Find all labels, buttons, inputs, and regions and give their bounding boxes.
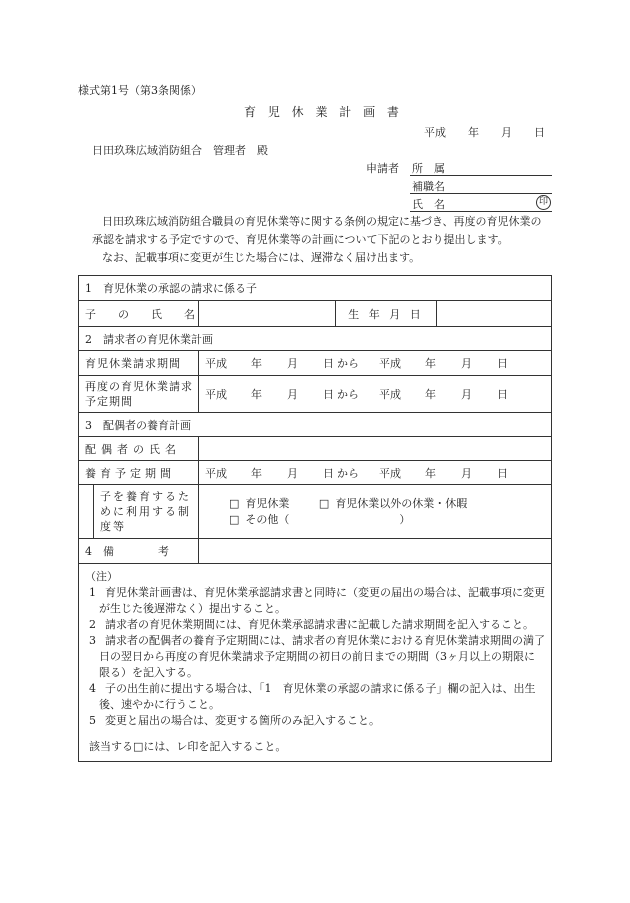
era-start: 平成 (205, 466, 227, 480)
note-item (85, 681, 545, 713)
spouse-row (79, 436, 551, 460)
note-item (85, 585, 545, 617)
day-start: 日 (323, 388, 334, 401)
section-3-label: 3 配偶者の養育計画 (85, 418, 191, 432)
checkbox-childcare-leave[interactable]: □ (229, 496, 240, 510)
note-number: 5 (89, 714, 96, 727)
checkbox-other-leave[interactable]: □ (318, 496, 330, 510)
system-options-line-2 (229, 512, 410, 528)
notes-section (79, 563, 551, 761)
from-label: から (337, 357, 359, 370)
note-number: 1 (89, 586, 96, 599)
era-end: 平成 (379, 388, 401, 401)
intro-note: なお、記載事項に変更が生じた場合には、遅滞なく届け出ます。 (102, 251, 421, 264)
opt-other-leave: 育児休業以外の休業・休暇 (335, 496, 468, 510)
affiliation-field[interactable] (410, 175, 552, 176)
note-item (85, 633, 545, 681)
system-label: 子を養育するために利用する制度等 (93, 485, 198, 538)
plan-form-table (78, 275, 552, 762)
addressee: 日田玖珠広域消防組合 管理者 殿 (92, 144, 268, 157)
position-field[interactable] (410, 193, 552, 194)
month-end: 月 (461, 388, 472, 401)
note-item (85, 617, 545, 633)
day-end: 日 (497, 466, 508, 480)
day-end: 日 (497, 388, 508, 401)
year-start: 年 (251, 466, 262, 480)
remarks-field[interactable] (198, 539, 551, 563)
system-options-line-1 (229, 496, 467, 512)
note-text: 請求者の配偶者の養育予定期間には、請求者の育児休業における育児休業請求期間の満了日の翌日から再度の育児休業請求予定期間の初日の前日までの期間（3ヶ月以上の期限に限る）を記入する。 (99, 634, 545, 679)
re-leave-label: 再度の育児休業請求予定期間 (85, 380, 193, 408)
opt-other: その他（ (245, 512, 290, 526)
era-start: 平成 (205, 388, 227, 401)
month-start: 月 (287, 466, 298, 480)
leave-period-field[interactable] (198, 351, 551, 375)
position-label: 補職名 (412, 180, 445, 193)
leave-period-label: 育児休業請求期間 (85, 357, 181, 370)
day-start: 日 (323, 357, 334, 370)
year-end: 年 (425, 466, 436, 480)
note-text: 変更と届出の場合は、変更する箇所のみ記入すること。 (105, 714, 380, 727)
era-end: 平成 (379, 466, 401, 480)
note-text: 育児休業計画書は、育児休業承認請求書と同時に（変更の届出の場合は、記載事項に変更が生じた後遅滞なく）提出すること。 (99, 586, 545, 615)
section-2-header (79, 326, 551, 350)
month-end: 月 (461, 357, 472, 370)
form-number: 様式第1号（第3条関係） (78, 84, 202, 97)
month-end: 月 (461, 466, 472, 480)
year-start: 年 (251, 357, 262, 370)
spouse-name-field[interactable] (198, 437, 551, 460)
opt-childcare-leave: 育児休業 (245, 496, 290, 510)
era-end: 平成 (379, 357, 401, 370)
year-start: 年 (251, 388, 262, 401)
note-number: 4 (89, 682, 96, 695)
date-line[interactable]: 平成 年 月 日 (424, 126, 545, 139)
month-start: 月 (287, 357, 298, 370)
note-text: 請求者の育児休業期間には、育児休業承認請求書に記載した請求期間を記入すること。 (105, 618, 534, 631)
note-number: 2 (89, 618, 96, 631)
system-indent (79, 485, 93, 538)
leave-period-row (79, 350, 551, 375)
section-1-header (79, 276, 551, 300)
year-end: 年 (425, 388, 436, 401)
name-label: 氏 名 (412, 198, 445, 211)
system-row (79, 484, 551, 538)
month-start: 月 (287, 388, 298, 401)
from-label: から (337, 388, 359, 401)
name-field[interactable] (410, 211, 552, 212)
applicant-label: 申請者 (366, 162, 399, 175)
child-name-field[interactable] (198, 301, 335, 326)
child-name-label: 子 の 氏 名 (85, 307, 195, 321)
birthdate-label: 生 年 月 日 (335, 301, 436, 326)
seal-mark: 印 (536, 195, 551, 210)
section-1-label: 1 育児休業の承認の請求に係る子 (85, 282, 257, 295)
care-period-field[interactable] (198, 461, 551, 484)
care-period-label: 養育予定期間 (85, 466, 175, 480)
re-leave-field[interactable] (198, 376, 551, 412)
remarks-row (79, 538, 551, 563)
year-end: 年 (425, 357, 436, 370)
spouse-name-label: 配偶者の氏名 (85, 442, 181, 456)
page-title: 育 児 休 業 計 画 書 (244, 105, 403, 119)
section-3-header (79, 412, 551, 436)
note-number: 3 (89, 634, 96, 647)
era-start: 平成 (205, 357, 227, 370)
notes-footer: 該当する□には、レ印を記入すること。 (89, 740, 287, 753)
checkbox-other[interactable]: □ (229, 512, 240, 526)
care-period-row (79, 460, 551, 484)
child-row (79, 300, 551, 326)
affiliation-label: 所 属 (412, 162, 445, 175)
section-2-label: 2 請求者の育児休業計画 (85, 332, 213, 346)
opt-other-close: ） (399, 512, 411, 526)
note-text: 子の出生前に提出する場合は、「1 育児休業の承認の請求に係る子」欄の記入は、出生後、速やかに行うこと。 (99, 682, 536, 711)
re-leave-row (79, 375, 551, 412)
from-label: から (337, 466, 359, 480)
birthdate-field[interactable] (436, 301, 551, 326)
intro-paragraph: 日田玖珠広域消防組合職員の育児休業等に関する条例の規定に基づき、再度の育児休業の承認を請求する予定ですので、育児休業等の計画について下記のとおり提出します。 (92, 215, 542, 246)
note-item (85, 713, 545, 729)
system-options (198, 485, 551, 538)
notes-heading: （注） (85, 570, 118, 583)
day-end: 日 (497, 357, 508, 370)
day-start: 日 (323, 466, 334, 480)
remarks-label: 4 備 考 (85, 545, 169, 558)
